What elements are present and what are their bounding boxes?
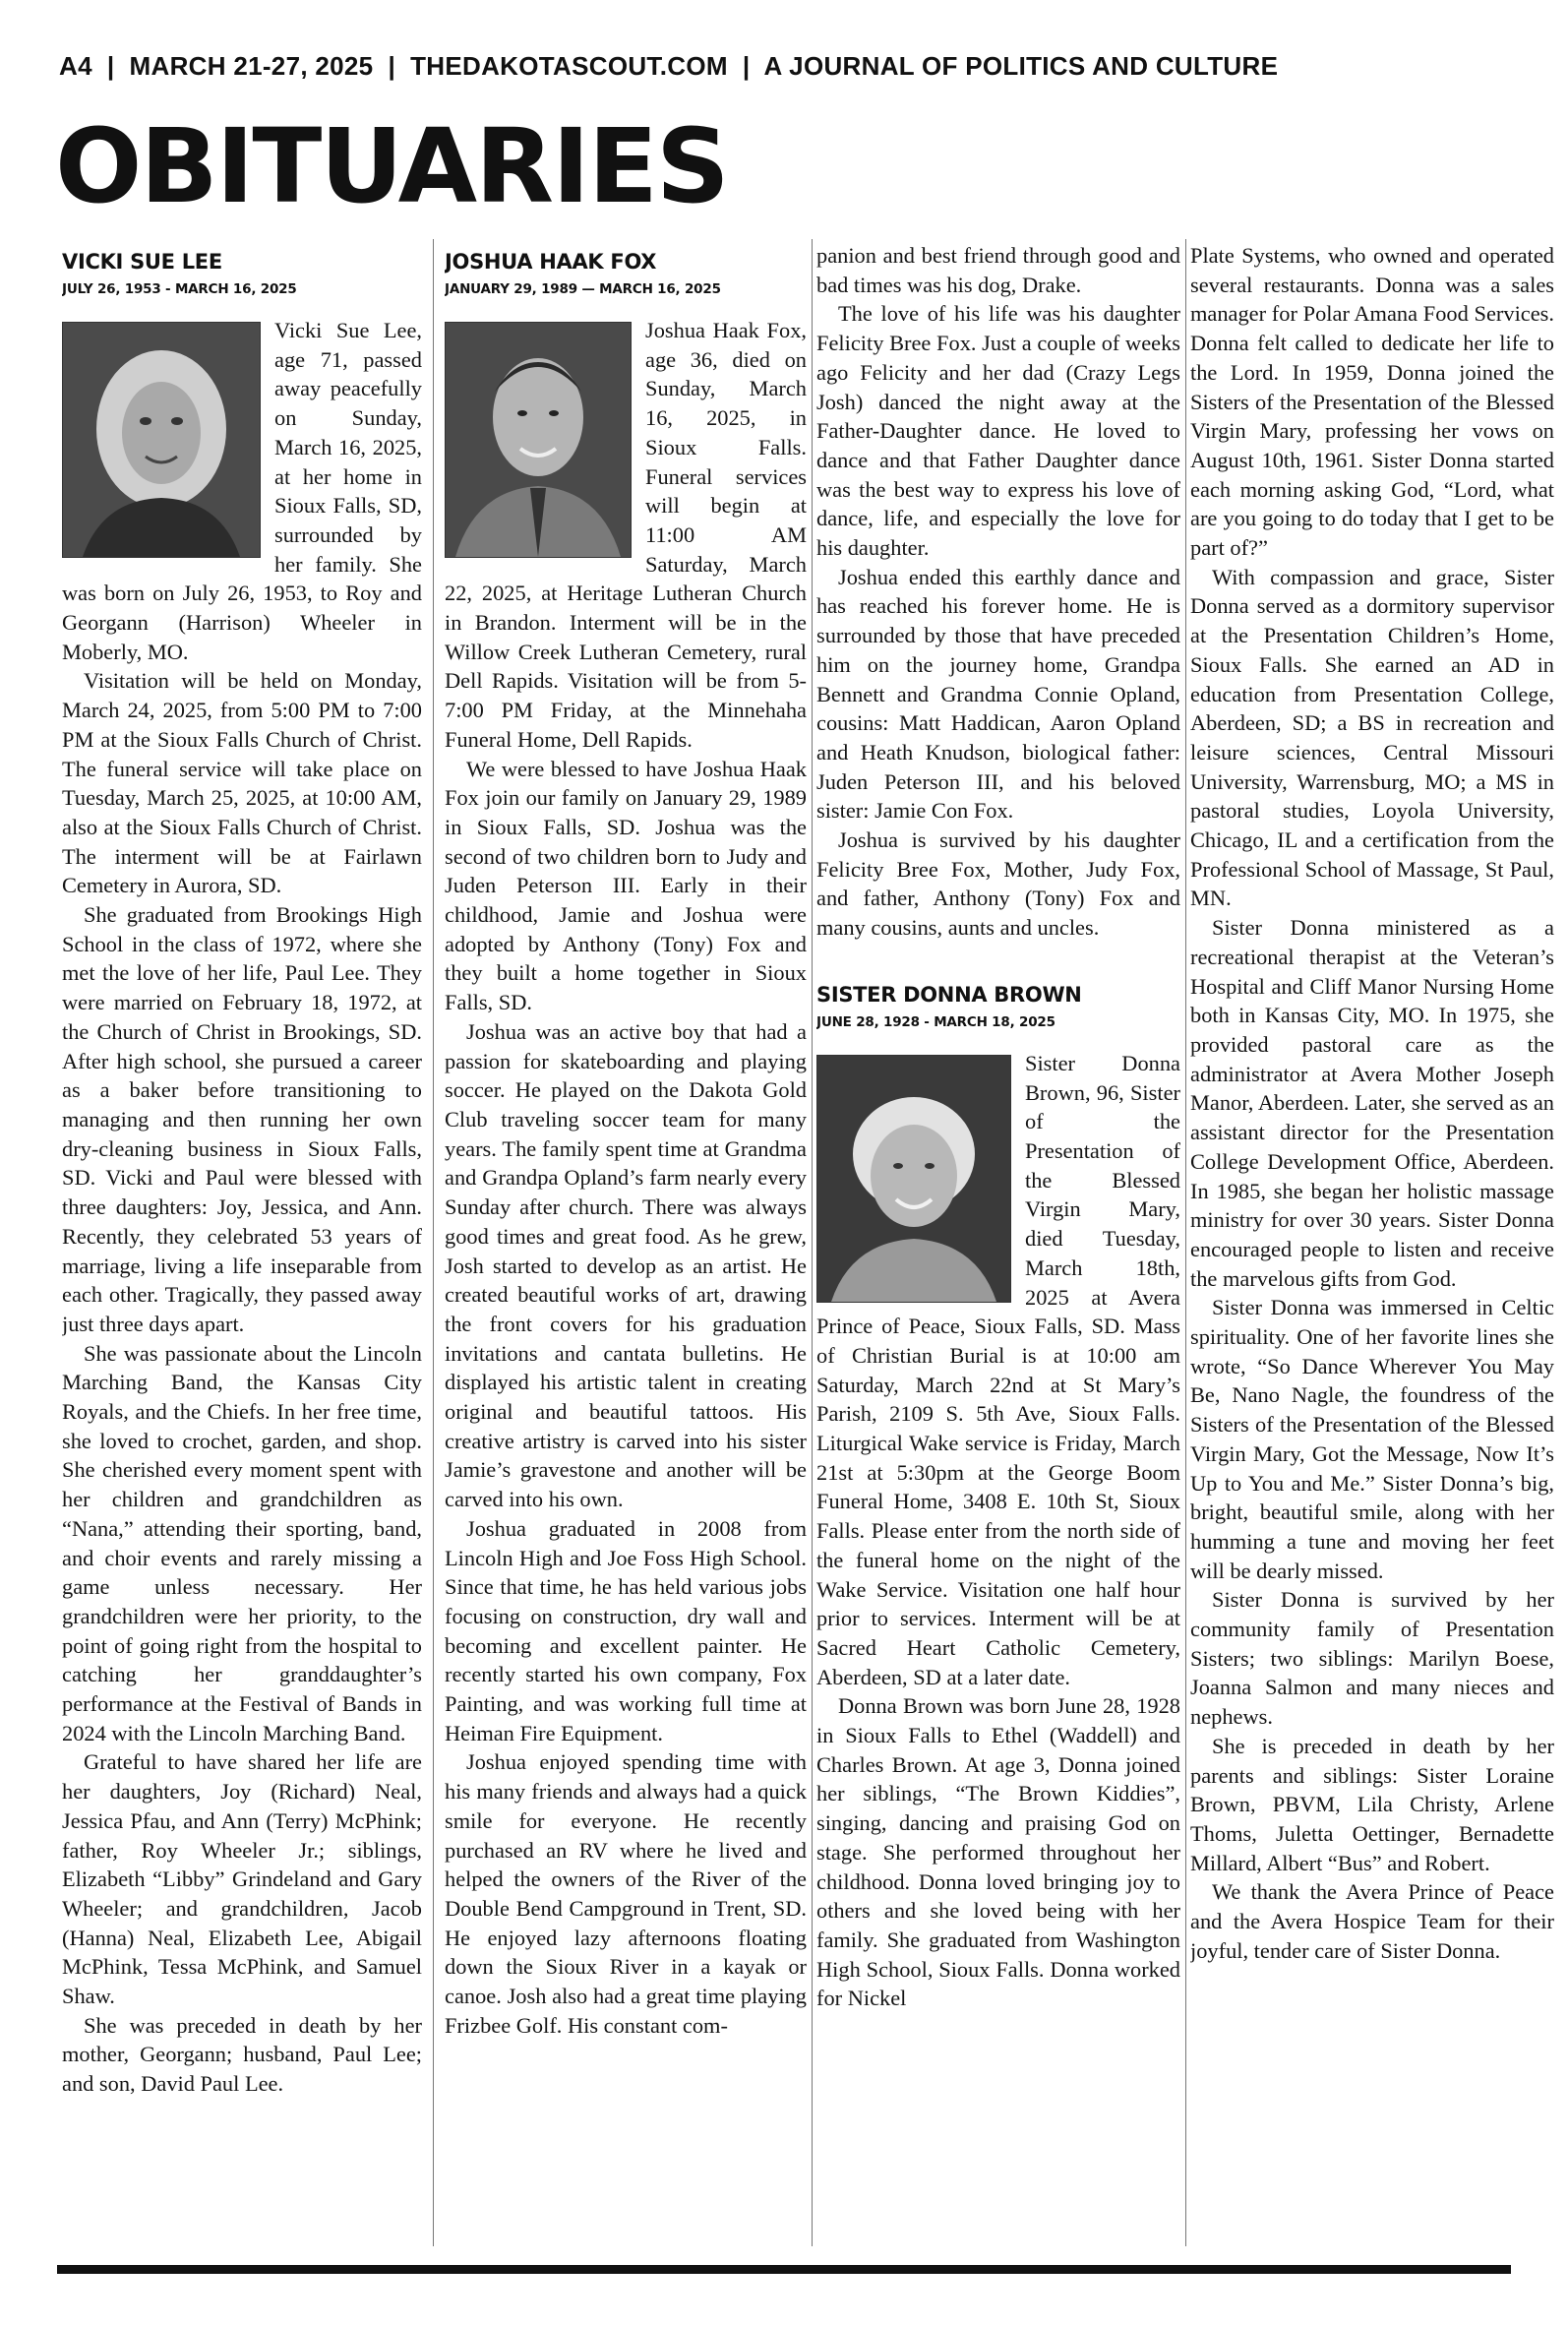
spacer	[816, 943, 1180, 972]
paragraph: Grateful to have shared her life are her daughters, Joy (Richard) Neal, Jessica Pfau, and Ann (Terry) McPhink; father, Roy Wheeler Jr.; siblings, Elizabeth “Libby” Grindeland and Gary Wheeler; and grandchildren, Jacob (Hanna) Neal, Elizabeth Lee, Abigail McPhink, Tessa McPhink, and Samuel Shaw.	[62, 1749, 422, 2009]
paragraph: She graduated from Brookings High School in the class of 1972, where she met the love of her life, Paul Lee. They were married on February 18, 1972, at the Church of Christ in Brookings, SD. After high school, she pursued a career as a baker before transitioning to managing and then running her own dry-cleaning business in Sioux Falls, SD. Vicki and Paul were blessed with three daughters: Joy, Jessica, and Ann. Recently, they celebrated 53 years of marriage, living a life inseparable from each other. Tragically, they passed away just three days apart.	[62, 902, 422, 1336]
obituary-name: JOSHUA HAAK FOX	[445, 250, 657, 274]
portrait-photo	[62, 322, 261, 558]
obituary-dates: JUNE 28, 1928 - MARCH 18, 2025	[816, 1013, 1055, 1030]
obituary-name: SISTER DONNA BROWN	[816, 982, 1082, 1007]
portrait-photo	[816, 1055, 1011, 1303]
paragraph: We were blessed to have Joshua Haak Fox join our family on January 29, 1989 in Sioux Falls, SD. Joshua was the second of two children born to Judy and Juden Peterson III. Early in their childhood, Jamie and Joshua were adopted by Anthony (Tony) Fox and they built a home together in Sioux Falls, SD.	[445, 756, 807, 1015]
section-title: OBITUARIES	[55, 106, 728, 226]
paragraph: She was preceded in death by her mother, Georgann; husband, Paul Lee; and son, David Paul Lee.	[62, 2012, 422, 2097]
paragraph: Joshua ended this earthly dance and has reached his forever home. He is surrounded by those that have preceded him on the journey home, Grandpa Bennett and Grandma Connie Opland, cousins: Matt Haddican, Aaron Opland and Heath Knudson, biological father: Juden Peterson III, and his beloved sister: Jamie Con Fox.	[816, 564, 1180, 824]
obituary-dates: JULY 26, 1953 - MARCH 16, 2025	[62, 281, 297, 297]
paragraph-continued: panion and best friend through good and bad times was his dog, Drake.	[816, 243, 1180, 297]
obituary-dates: JANUARY 29, 1989 — MARCH 16, 2025	[445, 281, 721, 297]
paragraph: With compassion and grace, Sister Donna served as a dormitory supervisor at the Presentation Children’s Home, Sioux Falls. She earned an AD in education from Presentation College, Aberdeen, SD; a BS in recreation and leisure sciences, Central Missouri University, Warrensburg, MO; a MS in pastoral studies, Loyola University, Chicago, IL and a certification from the Professional School of Massage, St Paul, MN.	[1190, 564, 1554, 911]
page-header	[59, 51, 1278, 82]
paragraph: Vicki Sue Lee, age 71, passed away peacefully on Sunday, March 16, 2025, at her home in Sioux Falls, SD, surrounded by her family. She was born on July 26, 1953, to Roy and Georgann (Harrison) Wheeler in Moberly, MO.	[62, 318, 422, 664]
paragraph: Joshua Haak Fox, age 36, died on Sunday, March 16, 2025, in Sioux Falls. Funeral services will begin at 11:00 AM Saturday, March 22, 2025, at Heritage Lutheran Church in Brandon. Interment will be in the Willow Creek Lutheran Cemetery, rural Dell Rapids. Visitation will be from 5-7:00 PM Friday, at the Minnehaha Funeral Home, Dell Rapids.	[445, 318, 807, 752]
paragraph: Visitation will be held on Monday, March 24, 2025, from 5:00 PM to 7:00 PM at the Sioux Falls Church of Christ. The funeral service will take place on Tuesday, March 25, 2025, at 10:00 AM, also at the Sioux Falls Church of Christ. The interment will be at Fairlawn Cemetery in Aurora, SD.	[62, 668, 422, 898]
column-rule	[1185, 239, 1186, 2246]
paragraph: She was passionate about the Lincoln Marching Band, the Kansas City Royals, and the Chiefs. In her free time, she loved to crochet, garden, and shop. She cherished every moment spent with her children and grandchildren as “Nana,” attending their sporting, band, and choir events and rarely missing a game unless necessary. Her grandchildren were her priority, to the point of going right from the hospital to catching her granddaughter’s performance at the Festival of Bands in 2024 with the Lincoln Marching Band.	[62, 1340, 422, 1745]
page-number: A4	[59, 51, 92, 81]
paragraph: Joshua was an active boy that had a passion for skateboarding and playing soccer. He played on the Dakota Gold Club traveling soccer team for many years. The family spent time at Grandma and Grandpa Opland’s farm nearly every Sunday after church. There was always good times and great food. As he grew, Josh started to develop as an artist. He created beautiful works of art, drawing the front covers for his graduation invitations and cantata bulletins. He displayed his artistic talent in creating original and beautiful tattoos. His creative artistry is carved into his sister Jamie’s gravestone and another will be carved into his own.	[445, 1018, 807, 1512]
paragraph: Sister Donna ministered as a recreational therapist at the Veteran’s Hospital and Cliff Manor Nursing Home both in Kansas City, MO. In 1975, she provided pastoral care as the administrator at Avera Mother Joseph Manor, Aberdeen. Later, she served as an assistant director for the Presentation College Development Office, Aberdeen. In 1985, she began her holistic massage ministry for over 30 years. Sister Donna encouraged people to listen and receive the marvelous gifts from God.	[1190, 915, 1554, 1291]
column-4	[1190, 241, 1554, 2238]
column-3	[816, 241, 1180, 2238]
obituary-name: VICKI SUE LEE	[62, 250, 222, 274]
paragraph: Sister Donna Brown, 96, Sister of the Presentation of the Blessed Virgin Mary, died Tuesday, March 18th, 2025 at Avera Prince of Peace, Sioux Falls, SD. Mass of Christian Burial is at 10:00 am Saturday, March 22nd at St Mary’s Parish, 2109 S. 5th Ave, Sioux Falls. Liturgical Wake service is Friday, March 21st at 5:30pm at the George Boom Funeral Home, 3408 E. 10th St, Sioux Falls. Please enter from the north side of the funeral home on the night of the Wake Service. Visitation one half hour prior to services. Interment will be at Sacred Heart Catholic Cemetery, Aberdeen, SD at a later date.	[816, 1050, 1180, 1689]
column-rule	[433, 239, 434, 2246]
paragraph: Sister Donna was immersed in Celtic spirituality. One of her favorite lines she wrote, “So Dance Wherever You May Be, Nano Nagle, the foundress of the Sisters of the Presentation of the Blessed Virgin Mary, Got the Message, Now It’s Up to You and Me.” Sister Donna’s big, bright, beautiful smile, along with her humming a tune and moving her feet will be dearly missed.	[1190, 1295, 1554, 1583]
footer-rule	[57, 2265, 1511, 2274]
column-1	[62, 239, 422, 2236]
paragraph: Joshua graduated in 2008 from Lincoln High and Joe Foss High School. Since that time, he has held various jobs focusing on construction, dry wall and becoming and excellent painter. He recently started his own company, Fox Painting, and was working full time at Heiman Fire Equipment.	[445, 1515, 807, 1745]
column-rule	[812, 239, 813, 2246]
column-2	[445, 239, 807, 2236]
header-separator: |	[106, 51, 115, 81]
paragraph: Sister Donna is survived by her community family of Presentation Sisters; two siblings: Marilyn Boese, Joanna Salmon and many nieces and nephews.	[1190, 1587, 1554, 1730]
site-url: THEDAKOTASCOUT.COM	[410, 51, 728, 81]
paragraph: We thank the Avera Prince of Peace and the Avera Hospice Team for their joyful, tender care of Sister Donna.	[1190, 1879, 1554, 1963]
portrait-photo	[445, 322, 632, 558]
paragraph: She is preceded in death by her parents and siblings: Sister Loraine Brown, PBVM, Lila Christy, Arlene Thoms, Juletta Oettinger, Bernadette Millard, Albert “Bus” and Robert.	[1190, 1733, 1554, 1875]
paragraph: Joshua enjoyed spending time with his many friends and always had a quick smile for everyone. He recently purchased an RV where he lived and helped the owners of the River of the Double Bend Campground in Trent, SD. He enjoyed lazy afternoons floating down the Sioux River in a kayak or canoe. Josh also had a great time playing Frizbee Golf. His constant com-	[445, 1749, 807, 2038]
issue-date: MARCH 21-27, 2025	[129, 51, 374, 81]
paragraph-continued: Plate Systems, who owned and operated several restaurants. Donna was a sales manager for Polar Amana Food Services. Donna felt called to dedicate her life to the Lord. In 1959, Donna joined the Sisters of the Presentation of the Blessed Virgin Mary, professing her vows on August 10th, 1961. Sister Donna started each morning asking God, “Lord, what are you going to do today that I get to be part of?”	[1190, 243, 1554, 561]
paragraph: Donna Brown was born June 28, 1928 in Sioux Falls to Ethel (Waddell) and Charles Brown. At age 3, Donna joined her siblings, “The Brown Kiddies”, singing, dancing and praising God on stage. She performed throughout her childhood. Donna loved bringing joy to others and she loved being with her family. She graduated from Washington High School, Sioux Falls. Donna worked for Nickel	[816, 1693, 1180, 2011]
header-separator: |	[742, 51, 751, 81]
paragraph: Joshua is survived by his daughter Felicity Bree Fox, Mother, Judy Fox, and father, Anthony (Tony) Fox and many cousins, aunts and uncles.	[816, 827, 1180, 941]
tagline: A JOURNAL OF POLITICS AND CULTURE	[763, 51, 1279, 81]
header-separator: |	[388, 51, 396, 81]
paragraph: The love of his life was his daughter Felicity Bree Fox. Just a couple of weeks ago Felicity and her dad (Crazy Legs Josh) danced the night away at the Father-Daughter dance. He loved to dance and that Father Daughter dance was the best way to express his love of dance, life, and especially the love for his daughter.	[816, 301, 1180, 561]
